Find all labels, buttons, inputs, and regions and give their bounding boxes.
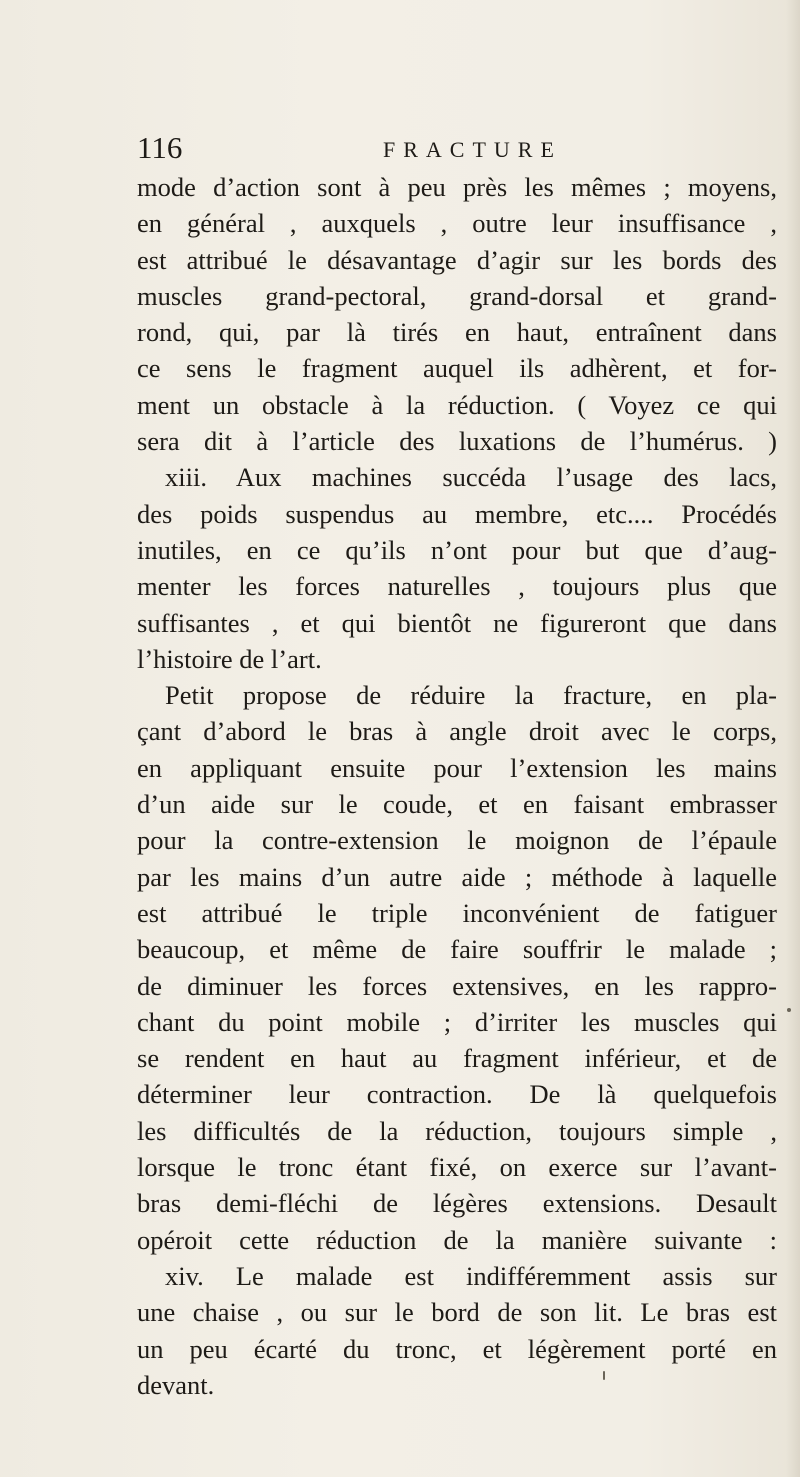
- ink-speck: [787, 1008, 791, 1012]
- text-line: d’un aide sur le coude, et en faisant embrasser: [137, 789, 777, 820]
- text-line: des poids suspendus au membre, etc.... Procédés: [137, 498, 777, 529]
- text-line: suffisantes , et qui bientôt ne figureront que dans: [137, 607, 777, 638]
- text-line: est attribué le triple inconvénient de fatiguer: [137, 897, 777, 928]
- text-line: l’histoire de l’art.: [137, 643, 322, 674]
- text-line: xiii. Aux machines succéda l’usage des lacs,: [165, 462, 777, 493]
- text-line: sera dit à l’article des luxations de l’humérus. ): [137, 426, 777, 457]
- text-line: ce sens le fragment auquel ils adhèrent, et for-: [137, 353, 777, 384]
- page-number: 116: [137, 130, 183, 165]
- text-line: un peu écarté du tronc, et légèrement porté en: [137, 1333, 777, 1364]
- text-line: rond, qui, par là tirés en haut, entraînent dans: [137, 317, 777, 348]
- text-line: muscles grand-pectoral, grand-dorsal et grand-: [137, 280, 777, 311]
- text-line: Petit propose de réduire la fracture, en pla-: [165, 680, 777, 711]
- text-line: une chaise , ou sur le bord de son lit. Le bras est: [137, 1297, 777, 1328]
- text-line: opéroit cette réduction de la manière suivante :: [137, 1224, 777, 1255]
- page-edge-shadow: [786, 0, 800, 1477]
- text-line: mode d’action sont à peu près les mêmes ; moyens,: [137, 172, 777, 202]
- text-line: menter les forces naturelles , toujours plus que: [137, 571, 777, 602]
- text-line: beaucoup, et même de faire souffrir le malade ;: [137, 934, 777, 965]
- text-line: se rendent en haut au fragment inférieur, et de: [137, 1043, 777, 1074]
- text-line: bras demi-fléchi de légères extensions. Desault: [137, 1188, 777, 1219]
- body-text: [137, 169, 777, 1403]
- text-line: devant.: [137, 1369, 215, 1400]
- text-line: chant du point mobile ; d’irriter les muscles qui: [137, 1006, 777, 1037]
- text-line: pour la contre-extension le moignon de l’épaule: [137, 825, 777, 856]
- text-line: en appliquant ensuite pour l’extension les mains: [137, 752, 777, 783]
- text-line: çant d’abord le bras à angle droit avec le corps,: [137, 716, 777, 747]
- text-line: est attribué le désavantage d’agir sur les bords des: [137, 244, 777, 275]
- text-line: les difficultés de la réduction, toujours simple ,: [137, 1115, 777, 1146]
- page-header: [137, 128, 777, 168]
- running-title: FRACTURE: [383, 137, 562, 162]
- ink-speck: [603, 1371, 605, 1380]
- text-line: déterminer leur contraction. De là quelquefois: [137, 1079, 777, 1110]
- text-line: de diminuer les forces extensives, en les rappro-: [137, 970, 777, 1001]
- text-line: lorsque le tronc étant fixé, on exerce sur l’avant-: [137, 1152, 777, 1183]
- text-line: par les mains d’un autre aide ; méthode à laquelle: [137, 861, 777, 892]
- text-line: en général , auxquels , outre leur insuffisance ,: [137, 208, 777, 239]
- text-line: ment un obstacle à la réduction. ( Voyez ce qui: [137, 389, 777, 420]
- text-line: inutiles, en ce qu’ils n’ont pour but que d’aug-: [137, 534, 777, 565]
- text-line: xiv. Le malade est indifféremment assis sur: [165, 1260, 777, 1291]
